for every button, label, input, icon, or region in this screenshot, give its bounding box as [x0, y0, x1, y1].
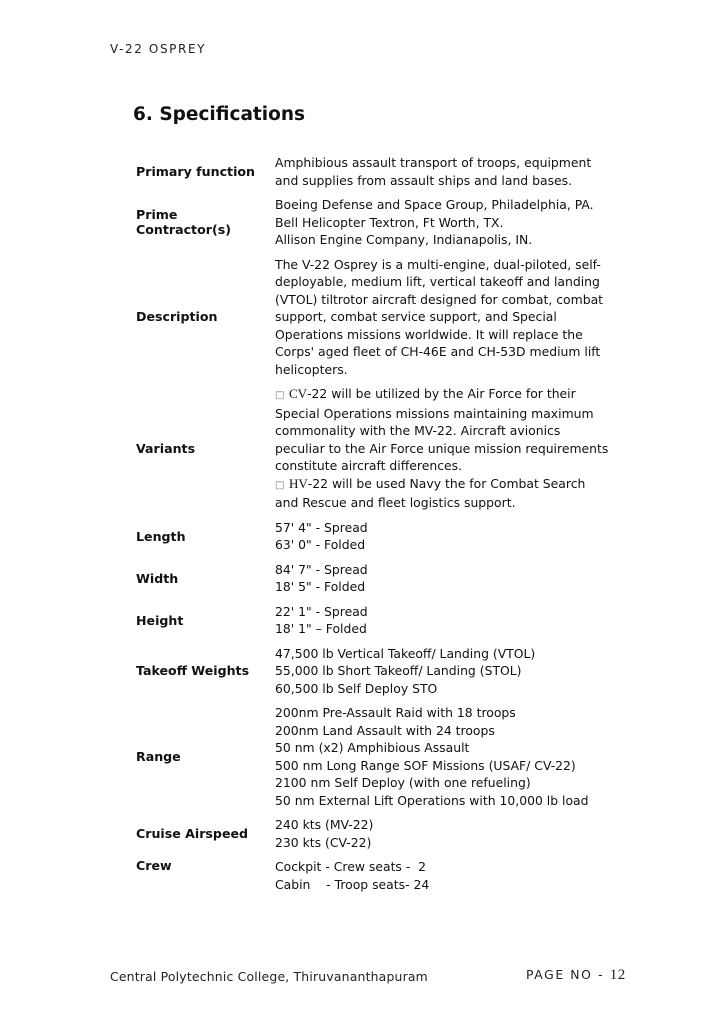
variant-text: -22 will be utilized by the Air Force for their	[307, 386, 576, 401]
spec-line: (VTOL) tiltrotor aircraft designed for combat, combat	[275, 291, 604, 307]
spec-line: support, combat service support, and Special	[275, 309, 557, 324]
spec-line: 240 kts (MV-22)	[275, 817, 374, 832]
spec-value	[275, 519, 610, 561]
spec-line: 63' 0" - Folded	[275, 537, 366, 552]
bullet-icon: □	[275, 390, 285, 401]
spec-line: and Rescue and fleet logistics support.	[275, 495, 516, 510]
spec-line: 200nm Land Assault with 24 troops	[275, 722, 495, 738]
spec-value	[275, 154, 610, 196]
variant-prefix: CV	[289, 386, 308, 401]
spec-line: 84' 7" - Spread	[275, 561, 368, 577]
spec-value	[275, 704, 610, 816]
spec-line: 60,500 lb Self Deploy STO	[275, 680, 438, 696]
spec-line: constitute aircraft differences.	[275, 458, 463, 473]
spec-line: 500 nm Long Range SOF Missions (USAF/ CV-22)	[275, 757, 576, 773]
spec-row-prime-contractor	[130, 196, 610, 256]
spec-row-range	[130, 704, 610, 816]
spec-line: Cockpit - Crew seats - 2	[275, 859, 427, 874]
spec-line: 50 nm (x2) Amphibious Assault	[275, 740, 470, 755]
variant-prefix: HV	[289, 475, 308, 491]
spec-line: Amphibious assault transport of troops, equipment	[275, 155, 592, 170]
spec-line: 2100 nm Self Deploy (with one refueling)	[275, 775, 531, 790]
spec-value	[275, 858, 610, 900]
spec-value	[275, 603, 610, 645]
bullet-icon: □	[275, 479, 285, 491]
variant-item-first-line	[275, 475, 610, 495]
variant-text: -22 will be used Navy the for Combat Search	[307, 475, 586, 491]
section-title: 6. Specifications	[133, 104, 306, 125]
page-number-footer	[526, 967, 626, 984]
variant-item-first-line	[275, 385, 610, 405]
spec-row-height	[130, 603, 610, 645]
spec-value	[275, 196, 610, 256]
spec-line: Allison Engine Company, Indianapolis, IN.	[275, 232, 533, 247]
spec-line: 230 kts (CV-22)	[275, 834, 372, 850]
spec-line: Corps' aged fleet of CH-46E and CH-53D medium lift	[275, 344, 601, 359]
spec-row-takeoff-weights	[130, 645, 610, 705]
spec-line: deployable, medium lift, vertical takeoff and landing	[275, 274, 600, 289]
specifications-table	[130, 154, 610, 900]
spec-label: Width	[136, 570, 179, 586]
spec-label: Range	[136, 749, 181, 764]
spec-label: Length	[136, 528, 186, 544]
spec-line: commonality with the MV-22. Aircraft avionics	[275, 423, 561, 438]
spec-line: Operations missions worldwide. It will replace the	[275, 326, 583, 342]
spec-row-length	[130, 519, 610, 561]
spec-value	[275, 816, 610, 858]
spec-value	[275, 561, 610, 603]
spec-line: 200nm Pre-Assault Raid with 18 troops	[275, 705, 516, 720]
spec-line: helicopters.	[275, 361, 348, 377]
spec-line: Special Operations missions maintaining maximum	[275, 405, 594, 421]
spec-label: Cruise Airspeed	[136, 826, 249, 841]
page-number: 12	[609, 967, 626, 983]
spec-line: 47,500 lb Vertical Takeoff/ Landing (VTOL)	[275, 645, 536, 661]
spec-label: Crew	[136, 858, 172, 873]
running-header: V-22 OSPREY	[110, 42, 207, 56]
spec-line: Boeing Defense and Space Group, Philadelphia, PA.	[275, 197, 594, 212]
spec-row-variants	[130, 385, 610, 519]
spec-line: Cabin - Troop seats- 24	[275, 876, 430, 892]
spec-line: 50 nm External Lift Operations with 10,000 lb load	[275, 792, 589, 808]
spec-value	[275, 385, 610, 519]
spec-label: Takeoff Weights	[136, 663, 250, 679]
spec-row-crew	[130, 858, 610, 900]
spec-line: 18' 1" – Folded	[275, 621, 367, 636]
spec-label: Variants	[136, 440, 196, 456]
spec-label: Primary function	[136, 164, 256, 179]
footer-institution: Central Polytechnic College, Thiruvananthapuram	[110, 969, 428, 984]
spec-line: Bell Helicopter Textron, Ft Worth, TX.	[275, 214, 504, 230]
spec-line: 18' 5" - Folded	[275, 579, 366, 594]
spec-line: The V-22 Osprey is a multi-engine, dual-piloted, self-	[275, 256, 601, 272]
spec-label: Description	[136, 309, 218, 325]
spec-line: peculiar to the Air Force unique mission requirements	[275, 440, 609, 456]
spec-row-width	[130, 561, 610, 603]
spec-line: and supplies from assault ships and land bases.	[275, 172, 573, 188]
spec-line: 55,000 lb Short Takeoff/ Landing (STOL)	[275, 663, 522, 678]
spec-row-cruise-airspeed	[130, 816, 610, 858]
spec-value	[275, 256, 610, 386]
spec-row-description	[130, 256, 610, 386]
spec-line: 57' 4" - Spread	[275, 519, 368, 535]
page-label: PAGE NO -	[526, 967, 605, 982]
spec-line: 22' 1" - Spread	[275, 603, 368, 619]
spec-value	[275, 645, 610, 705]
spec-label: Prime Contractor(s)	[136, 207, 231, 238]
spec-row-primary-function	[130, 154, 610, 196]
spec-label: Height	[136, 612, 184, 628]
